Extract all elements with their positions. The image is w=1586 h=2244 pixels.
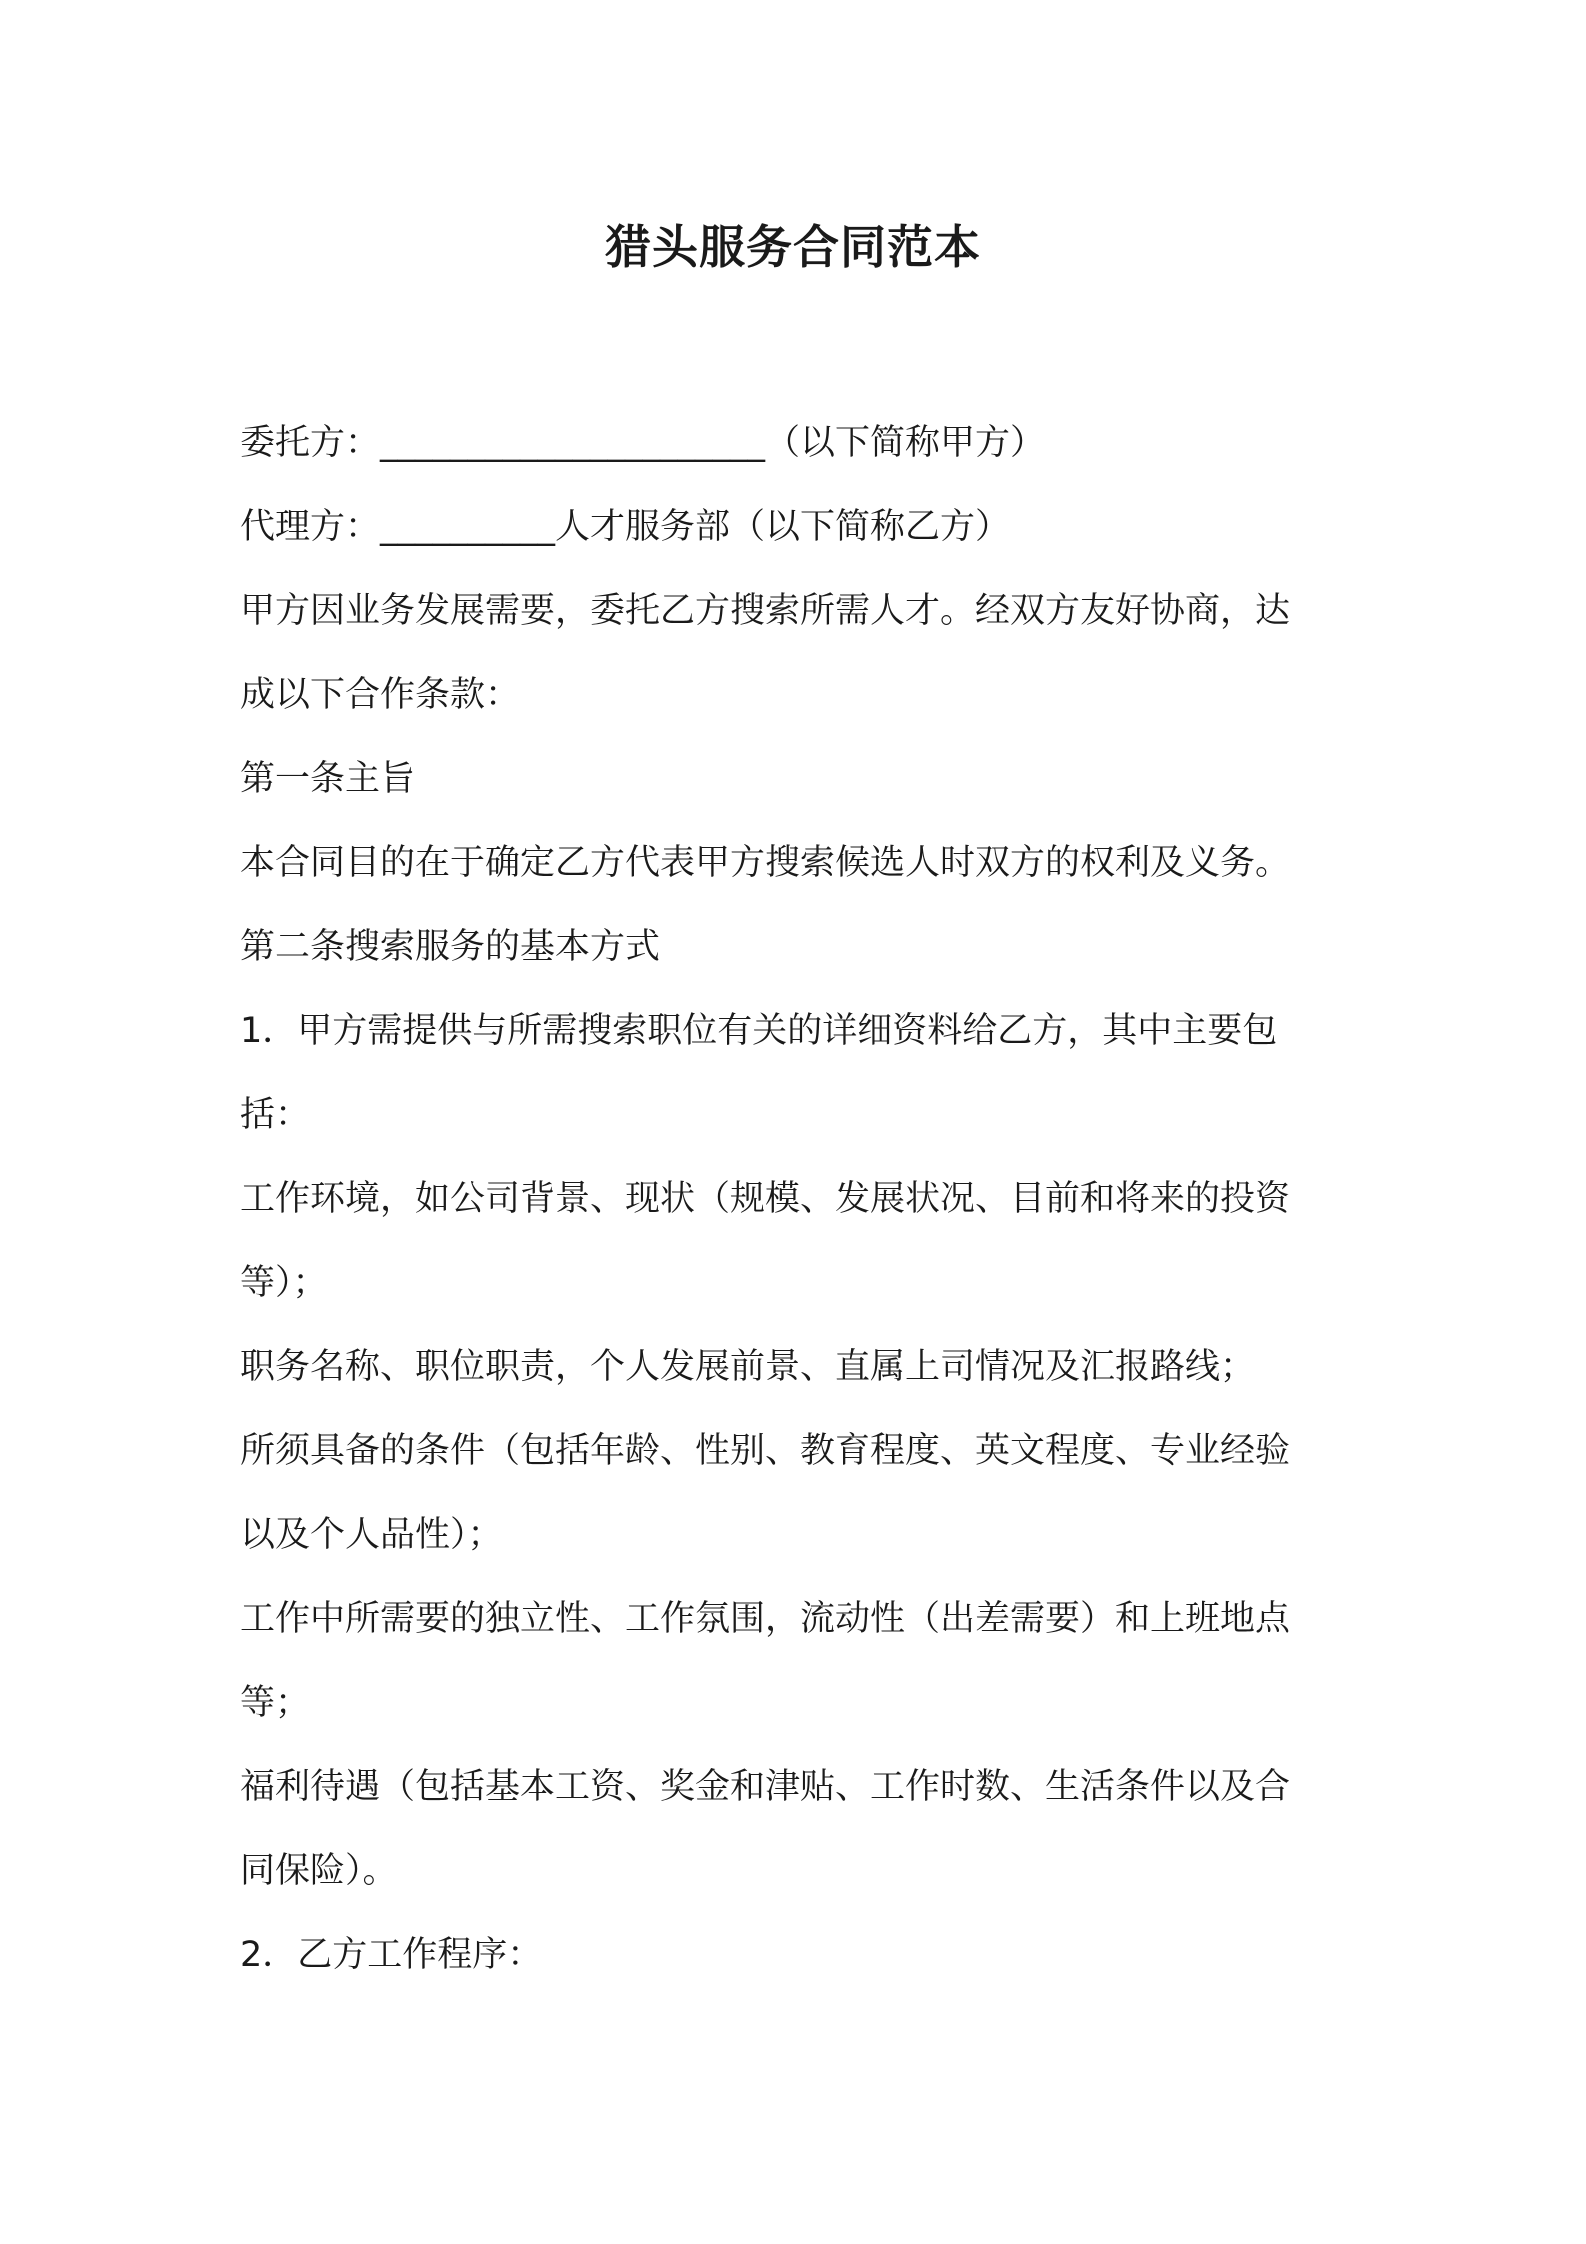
article-1-heading: 第一条主旨 [240, 759, 416, 799]
clause-1-line-1: 1．甲方需提供与所需搜索职位有关的详细资料给乙方，其中主要包 [240, 1011, 1278, 1051]
article-1-text: 本合同目的在于确定乙方代表甲方搜索候选人时双方的权利及义务。 [240, 843, 1291, 883]
clause-1-line-2: 括： [240, 1095, 311, 1135]
preamble-line-2: 成以下合作条款： [240, 675, 521, 715]
clause-2-heading: 2．乙方工作程序： [240, 1935, 543, 1975]
job-title-line: 职务名称、职位职责，个人发展前景、直属上司情况及汇报路线； [240, 1347, 1256, 1387]
work-environment-line-2: 等）； [240, 1263, 328, 1303]
work-conditions-line-2: 等； [240, 1683, 311, 1723]
work-conditions-line-1: 工作中所需要的独立性、工作氛围，流动性（出差需要）和上班地点 [240, 1599, 1291, 1639]
work-environment-line-1: 工作环境，如公司背景、现状（规模、发展状况、目前和将来的投资 [240, 1179, 1291, 1219]
requirements-line-1: 所须具备的条件（包括年龄、性别、教育程度、英文程度、专业经验 [240, 1431, 1291, 1471]
client-party-line: 委托方：______________________（以下简称甲方） [240, 423, 1046, 463]
requirements-line-2: 以及个人品性）； [240, 1515, 503, 1555]
article-2-heading: 第二条搜索服务的基本方式 [240, 927, 661, 967]
preamble-line-1: 甲方因业务发展需要，委托乙方搜索所需人才。经双方友好协商，达 [240, 591, 1291, 631]
agent-party-line: 代理方：__________人才服务部（以下简称乙方） [240, 507, 1011, 547]
benefits-line-2: 同保险）。 [240, 1851, 398, 1891]
document-body [240, 401, 1360, 1997]
benefits-line-1: 福利待遇（包括基本工资、奖金和津贴、工作时数、生活条件以及合 [240, 1767, 1291, 1807]
document-title: 猎头服务合同范本 [605, 220, 981, 274]
